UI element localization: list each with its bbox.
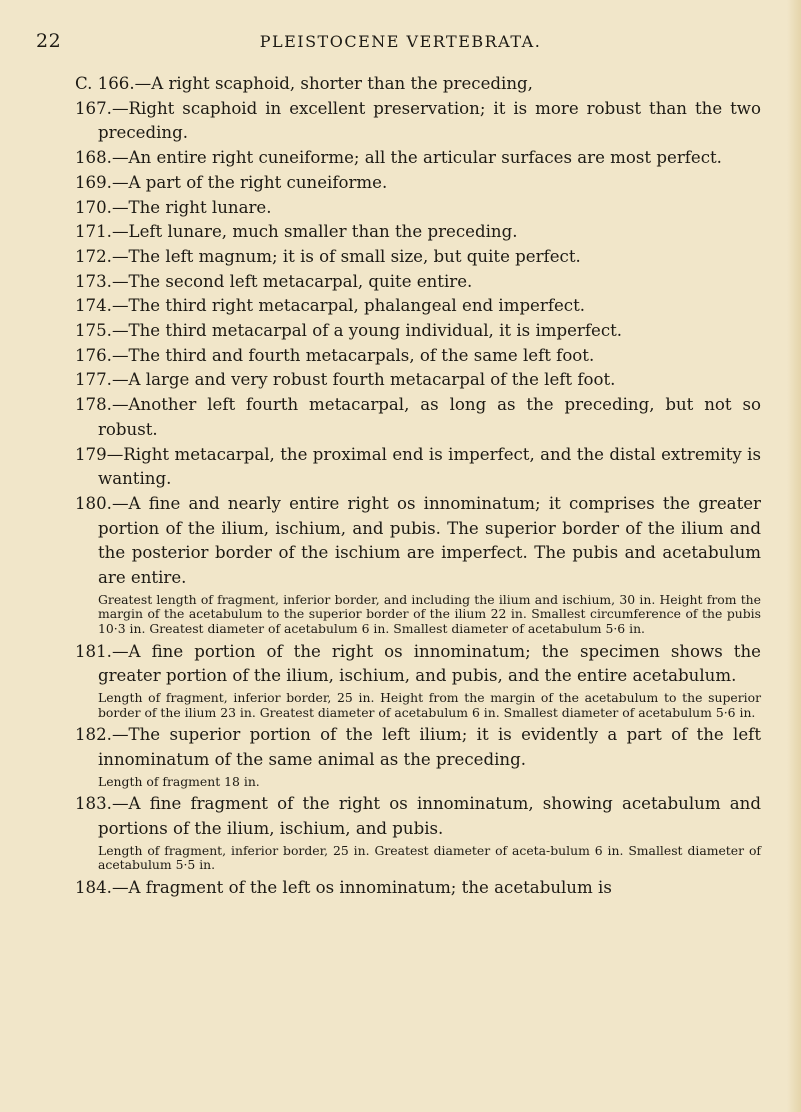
entry-181 [75,640,761,689]
entry-number: C. 166. [75,74,135,93]
entry-text: —The third metacarpal of a young individual, it is imperfect. [111,321,623,341]
entry-text: —The superior portion of the left ilium; it is evidently a part of the left innominatum of the same animal as the preceding. [98,725,761,769]
entry-173 [75,270,761,295]
entry-text: —A fine fragment of the right os innominatum, showing acetabulum and portions of the ilium, ischium, and pubis. [98,794,761,838]
entry-176 [75,344,761,369]
entry-text: —Right scaphoid in excellent preservation; it is more robust than the two preceding. [98,98,761,143]
entry-text: —A fine portion of the right os innominatum; the specimen shows the greater portion of the ilium, ischium, and pubis, and the entire acetabulum. [98,641,761,686]
entry-167 [75,97,761,146]
entry-number: 174. [75,296,112,316]
entry-number: 178. [75,395,112,415]
entry-text: —A fine and nearly entire right os innominatum; it comprises the greater portion of the ilium, ischium, and pubis. The superior border of the ilium and the posterior border of the ischium are imperfect. The pubis and acetabulum are entire. [98,493,761,588]
entry-178 [75,393,761,442]
entry-number: 183. [75,794,112,814]
page-number: 22 [36,30,62,52]
entry-182 [75,723,761,772]
page-edge-shading [787,0,801,1112]
entry-183 [75,792,761,841]
entry-number: 168. [75,148,112,168]
entry-number: 173. [75,271,112,291]
entry-number: 176. [75,345,112,365]
entry-number: 181. [75,641,112,661]
entry-184 [75,876,761,901]
entry-text: —The third and fourth metacarpals, of the same left foot. [111,345,595,365]
entry-text: —Another left fourth metacarpal, as long as the preceding, but not so robust. [98,395,761,439]
entry-175 [75,319,761,344]
entry-text: —The second left metacarpal, quite entire. [111,271,473,291]
entry-text: —A right scaphoid, shorter than the preceding, [134,74,533,93]
measurements-183: Length of fragment, inferior border, 25 in. Greatest diameter of aceta-bulum 6 in. Smallest diameter of acetabulum 5·5 in. [98,842,761,873]
entry-text: —The right lunare. [111,197,272,217]
entry-171 [75,220,761,245]
entry-169 [75,171,761,196]
entry-text: —A large and very robust fourth metacarpal of the left foot. [111,370,616,390]
entry-172 [75,245,761,270]
entry-text: —The third right metacarpal, phalangeal end imperfect. [111,296,586,316]
entry-174 [75,294,761,319]
running-title: PLEISTOCENE VERTEBRATA. [259,32,542,51]
measurements-180: Greatest length of fragment, inferior border, and including the ilium and ischium, 30 in. Height from the margin of the acetabulum to the superior border of the ilium 22 in. Smallest circumference of the pubis 10·3 in. Greatest diameter of acetabulum 6 in. Smallest diameter of acetabulum 5·6 in. [98,591,761,636]
measurements-181: Length of fragment, inferior border, 25 in. Height from the margin of the acetabulum to the superior border of the ilium 23 in. Greatest diameter of acetabulum 6 in. Smallest diameter of acetabulum 5·6 in. [98,689,761,720]
entry-number: 169. [75,172,112,192]
entry-text: —Left lunare, much smaller than the preceding. [111,222,518,242]
entry-166 [75,72,761,97]
running-head [0,30,801,54]
catalogue-entries [0,72,801,900]
entry-170 [75,196,761,221]
entry-number: 170. [75,197,112,217]
entry-168 [75,146,761,171]
entry-text: —An entire right cuneiforme; all the articular surfaces are most perfect. [111,148,722,168]
entry-text: —Right metacarpal, the proximal end is imperfect, and the distal extremity is wanting. [98,444,761,489]
measurements-182: Length of fragment 18 in. [98,773,260,789]
entry-180 [75,492,761,591]
entry-number: 179 [75,444,107,464]
entry-text: —The left magnum; it is of small size, but quite perfect. [111,246,581,266]
entry-number: 175. [75,321,112,341]
entry-177 [75,368,761,393]
entry-number: 180. [75,493,112,513]
entry-number: 167. [75,98,112,118]
entry-179 [75,443,761,492]
entry-text: —A fragment of the left os innominatum; the acetabulum is [111,877,612,897]
entry-number: 171. [75,222,112,242]
entry-number: 184. [75,877,112,897]
entry-text: —A part of the right cuneiforme. [111,172,388,192]
entry-number: 182. [75,725,112,745]
entry-number: 172. [75,246,112,266]
entry-number: 177. [75,370,112,390]
